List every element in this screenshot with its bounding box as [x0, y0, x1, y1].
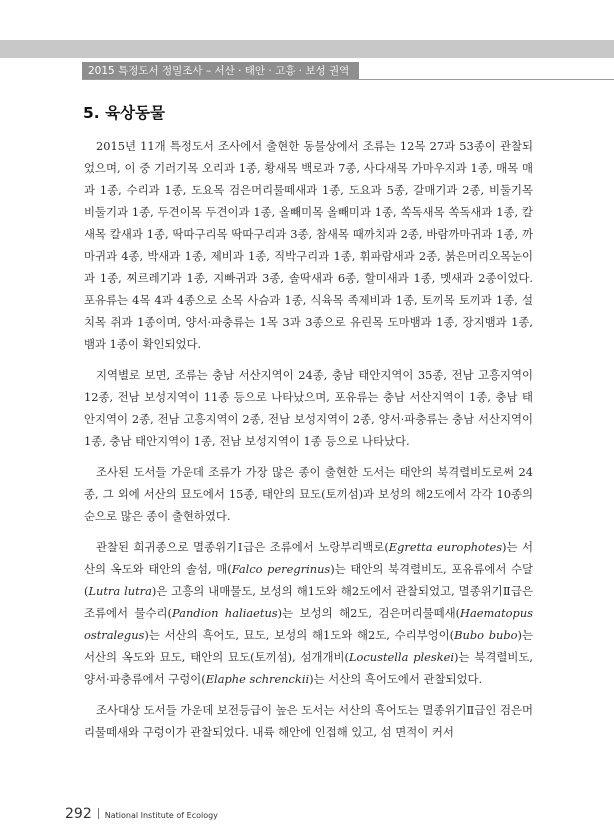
- scientific-name: Bubo bubo: [454, 628, 518, 642]
- page-footer: [65, 803, 218, 822]
- body-text: [84, 135, 533, 752]
- text-run: 지역별로 보면, 조류는 충남 서산지역이 24종, 충남 태안지역이 35종, 전남 고흥지역이 12종, 전남 보성지역이 11종 등으로 나타났으며, 포유류는 충남 서산지역이 1종, 충남 태안지역이 2종, 전남 고흥지역이 2종, 전남 보성지역이 2종, 양서·파충류는 충남 서산지역이 1종, 충남 태안지역이 1종, 전남 보성지역이 1종 등으로 나타났다.: [84, 368, 533, 448]
- paragraph: [84, 699, 533, 743]
- text-run: 조사된 도서들 가운데 조류가 가장 많은 종이 출현한 도서는 태안의 북격렬비도로써 24종, 그 외에 서산의 묘도에서 15종, 태안의 묘도(토끼섬)과 보성의 해2도에서 각각 10종의 순으로 많은 종이 출현하였다.: [84, 465, 533, 523]
- text-run: )는 북격렬비도, 양서·파충류에서 구렁이(: [84, 650, 533, 686]
- paragraph: [84, 135, 533, 355]
- paragraph: [84, 536, 533, 690]
- text-run: 2015년 11개 특정도서 조사에서 출현한 동물상에서 조류는 12목 27과 53종이 관찰되었으며, 이 중 기러기목 오리과 1종, 황새목 백로과 7종, 사다새목 가마우지과 1종, 매목 매과 1종, 수리과 1종, 도요목 검은머리물떼새과 1종, 도요과 5종, 갈매기과 2종, 비둘기목 비둘기과 1종, 두견이목 두견이과 1종, 올빼미목 올빼미과 1종, 쏙독새목 쏙독새과 1종, 칼새목 칼새과 1종, 딱따구리목 딱따구리과 3종, 참새목 때까치과 2종, 바람까마귀과 1종, 까마귀과 4종, 박새과 1종, 제비과 1종, 직박구리과 1종, 휘파람새과 2종, 붉은머리오목눈이과 1종, 찌르레기과 1종, 지빠귀과 3종, 솔딱새과 6종, 할미새과 1종, 멧새과 2종이었다. 포유류는 4목 4과 4종으로 소목 사슴과 1종, 식육목 족제비과 1종, 토끼목 토끼과 1종, 설치목 쥐과 1종이며, 양서·파충류는 1목 3과 3종으로 유린목 도마뱀과 1종, 장지뱀과 1종, 뱀과 1종이 확인되었다.: [84, 139, 533, 351]
- text-run: 관찰된 희귀종으로 멸종위기Ⅰ급은 조류에서 노랑부리백로(: [96, 540, 389, 554]
- header-rule: [82, 79, 614, 80]
- publisher-name: National Institute of Ecology: [104, 811, 218, 820]
- text-run: 조사대상 도서들 가운데 보전등급이 높은 도서는 서산의 흑어도는 멸종위기Ⅱ급인 검은머리물떼새와 구렁이가 관찰되었다. 내륙 해안에 인접해 있고, 섬 면적이 커서: [84, 703, 533, 739]
- text-run: )는 서산의 옥도와 묘도, 태안의 묘도(토끼섬), 섬개개비(: [84, 628, 533, 664]
- text-run: )는 서산의 흑어도에서 관찰되었다.: [309, 672, 483, 686]
- text-run: )는 서산의 흑어도, 묘도, 보성의 해1도와 해2도, 수리부엉이(: [144, 628, 455, 642]
- footer-separator: [98, 808, 99, 819]
- text-run: )는 보성의 해2도, 검은머리물떼새(: [277, 606, 461, 620]
- scientific-name: Pandion haliaetus: [172, 606, 278, 620]
- paragraph: [84, 364, 533, 452]
- text-run: )은 고흥의 내매물도, 보성의 해1도와 해2도에서 관찰되었고, 멸종위기Ⅱ급은 조류에서 물수리(: [84, 584, 533, 620]
- header-band: [0, 40, 614, 58]
- page-number: 292: [65, 806, 92, 822]
- text-run: )는 서산의 옥도와 태안의 솔섬, 매(: [84, 540, 533, 576]
- scientific-name: Locustella pleskei: [348, 650, 455, 664]
- scientific-name: Falco peregrinus: [231, 562, 331, 576]
- paragraph: [84, 461, 533, 527]
- scientific-name: Haematopus ostralegus: [84, 606, 533, 642]
- running-header: 2015 특정도서 정밀조사 – 서산 · 태안 · 고흥 · 보성 권역: [82, 62, 359, 80]
- scientific-name: Lutra lutra: [88, 584, 152, 598]
- section-title: 5. 육상동물: [83, 104, 165, 122]
- scientific-name: Egretta europhotes: [388, 540, 503, 554]
- scientific-name: Elaphe schrenckii: [205, 672, 310, 686]
- text-run: )는 태안의 북격렬비도, 포유류에서 수달(: [84, 562, 533, 598]
